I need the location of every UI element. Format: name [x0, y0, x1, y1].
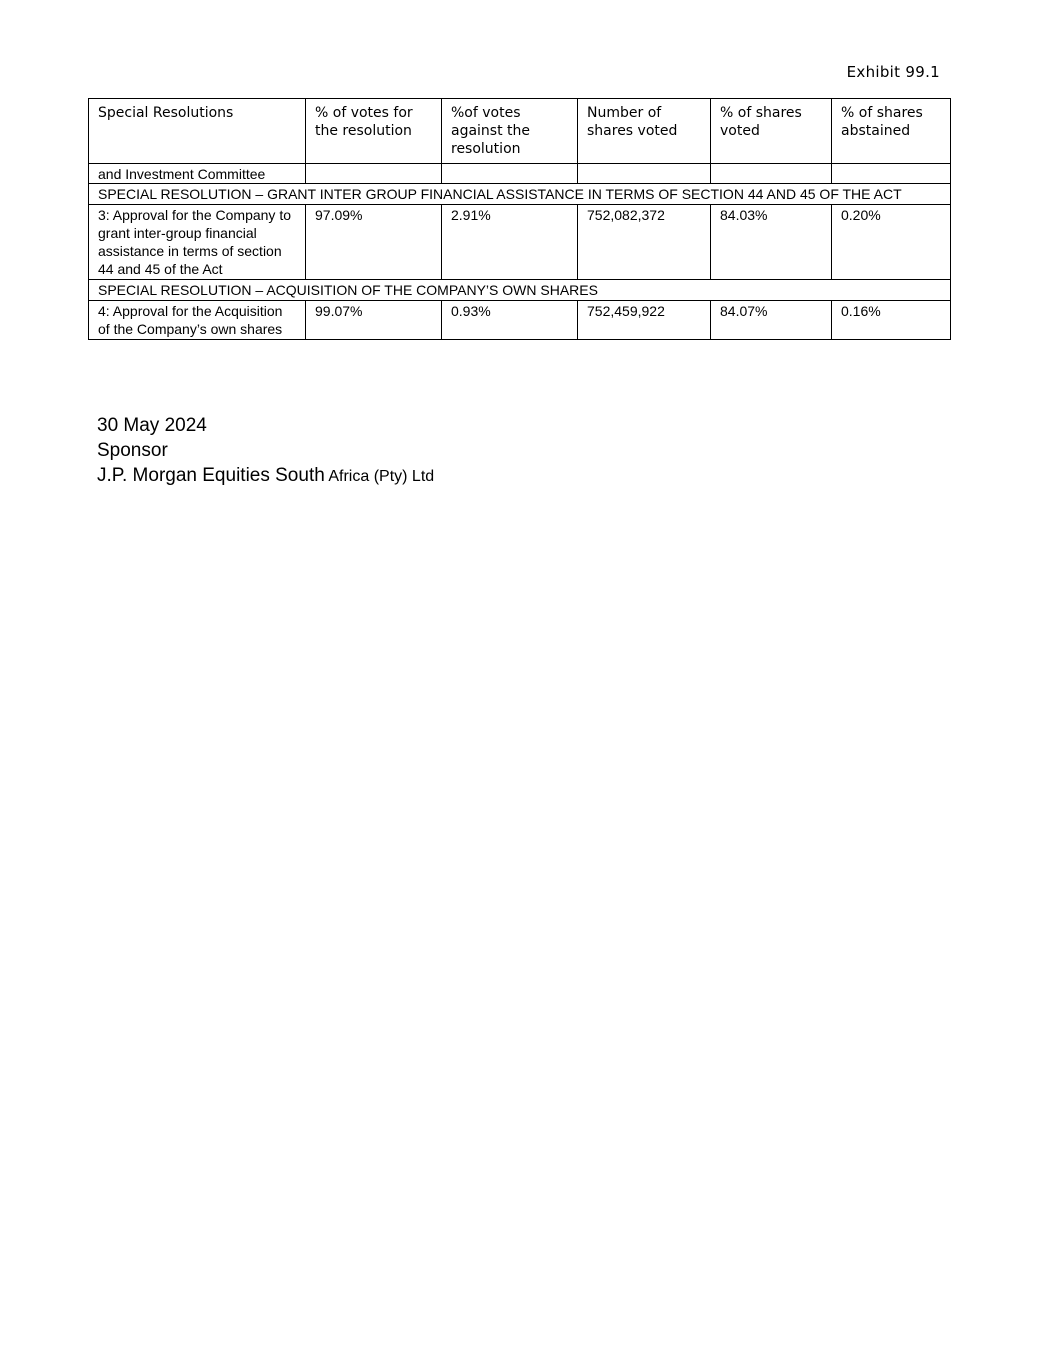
resolution-3-votes-against: 2.91% [442, 205, 578, 280]
resolution-3-pct-abstained: 0.20% [832, 205, 951, 280]
sponsor-name [97, 464, 434, 489]
table-row [89, 205, 951, 280]
footer-block [97, 414, 434, 490]
empty-cell [442, 164, 578, 184]
section-row [89, 280, 951, 301]
column-header-special-resolutions: Special Resolutions [89, 99, 306, 164]
resolution-3-description: 3: Approval for the Company to grant inter-group financial assistance in terms of section 44 and 45 of the Act [89, 205, 306, 280]
column-header-shares-voted: Number of shares voted [578, 99, 711, 164]
section-row [89, 184, 951, 205]
column-header-votes-against: %of votes against the resolution [442, 99, 578, 164]
resolution-4-description: 4: Approval for the Acquisition of the Company’s own shares [89, 301, 306, 340]
continuation-cell: and Investment Committee [89, 164, 306, 184]
resolution-3-shares-voted: 752,082,372 [578, 205, 711, 280]
exhibit-label: Exhibit 99.1 [846, 63, 940, 81]
voting-results-table [88, 98, 951, 340]
empty-cell [711, 164, 832, 184]
resolution-4-votes-against: 0.93% [442, 301, 578, 340]
empty-cell [832, 164, 951, 184]
resolution-4-pct-abstained: 0.16% [832, 301, 951, 340]
resolution-4-pct-shares-voted: 84.07% [711, 301, 832, 340]
resolution-3-pct-shares-voted: 84.03% [711, 205, 832, 280]
resolution-4-shares-voted: 752,459,922 [578, 301, 711, 340]
sponsor-name-tail: Africa (Pty) Ltd [324, 468, 435, 485]
resolution-4-votes-for: 99.07% [306, 301, 442, 340]
resolution-3-votes-for: 97.09% [306, 205, 442, 280]
announcement-date: 30 May 2024 [97, 415, 207, 436]
column-header-pct-abstained: % of shares abstained [832, 99, 951, 164]
empty-cell [578, 164, 711, 184]
column-header-votes-for: % of votes for the resolution [306, 99, 442, 164]
table-row [89, 164, 951, 184]
sponsor-label: Sponsor [97, 440, 168, 461]
empty-cell [306, 164, 442, 184]
section-heading-own-shares: SPECIAL RESOLUTION – ACQUISITION OF THE COMPANY’S OWN SHARES [89, 280, 951, 301]
section-heading-financial-assistance: SPECIAL RESOLUTION – GRANT INTER GROUP FINANCIAL ASSISTANCE IN TERMS OF SECTION 44 AND 45 OF THE ACT [89, 184, 951, 205]
column-header-pct-shares-voted: % of shares voted [711, 99, 832, 164]
table-row [89, 301, 951, 340]
sponsor-name-main: J.P. Morgan Equities South [97, 465, 325, 486]
table-header-row [89, 99, 951, 164]
